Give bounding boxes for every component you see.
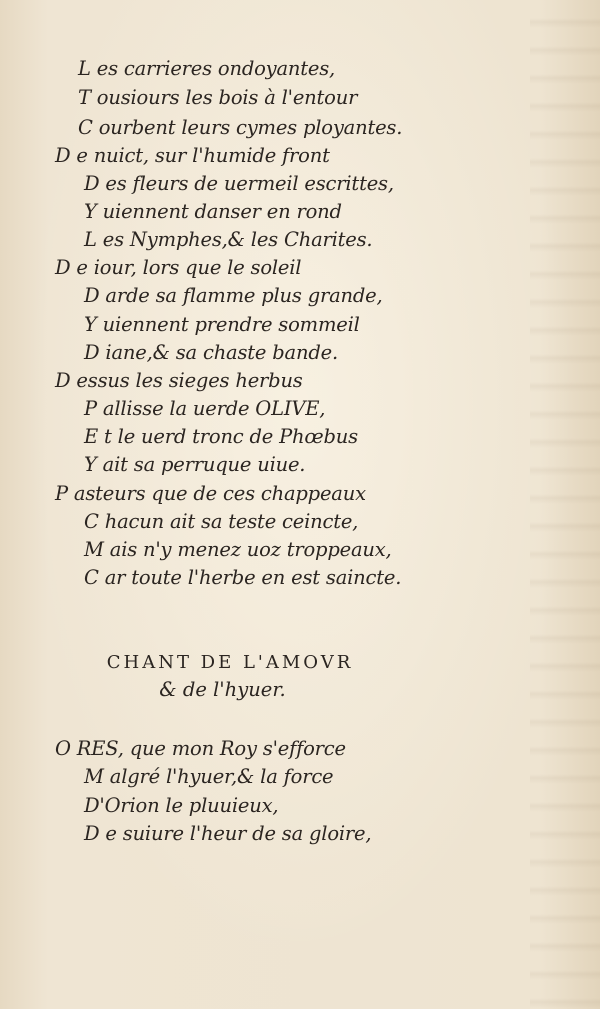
- verse-line: Y uiennent danser en rond: [84, 200, 342, 223]
- verse-line: D essus les sieges herbus: [55, 369, 303, 392]
- verse-line: D e iour, lors que le soleil: [55, 256, 302, 279]
- verse-line: M algré l'hyuer,& la force: [84, 765, 334, 788]
- verse-line: L es carrieres ondoyantes,: [78, 57, 336, 80]
- verse-line: D iane,& sa chaste bande.: [84, 341, 338, 364]
- verse-line: C ar toute l'herbe en est saincte.: [84, 566, 402, 589]
- verse-line: D e nuict, sur l'humide front: [55, 144, 330, 167]
- verse-line: O RES, que mon Roy s'efforce: [55, 737, 346, 760]
- verse-line: D e suiure l'heur de sa gloire,: [84, 822, 372, 845]
- chapter-subheading: & de l'hyuer.: [159, 678, 286, 701]
- verse-line: P allisse la uerde OLIVE,: [84, 397, 326, 420]
- verse-line: D es fleurs de uermeil escrittes,: [84, 172, 394, 195]
- verse-line: D arde sa flamme plus grande,: [84, 284, 383, 307]
- verse-line: C hacun ait sa teste ceincte,: [84, 510, 359, 533]
- chapter-heading: CHANT DE L'AMOVR: [106, 652, 354, 673]
- verse-line: L es Nymphes,& les Charites.: [84, 228, 373, 251]
- bleed-through-texture: [530, 0, 600, 1009]
- verse-line: C ourbent leurs cymes ployantes.: [78, 116, 403, 139]
- verse-line: P asteurs que de ces chappeaux: [55, 482, 366, 505]
- verse-line: D'Orion le pluuieux,: [84, 794, 279, 817]
- verse-line: Y ait sa perruque uiue.: [84, 453, 306, 476]
- verse-line: Y uiennent prendre sommeil: [84, 313, 360, 336]
- verse-line: M ais n'y menez uoz troppeaux,: [84, 538, 392, 561]
- verse-line: T ousiours les bois à l'entour: [78, 86, 358, 109]
- verse-line: E t le uerd tronc de Phœbus: [84, 425, 358, 448]
